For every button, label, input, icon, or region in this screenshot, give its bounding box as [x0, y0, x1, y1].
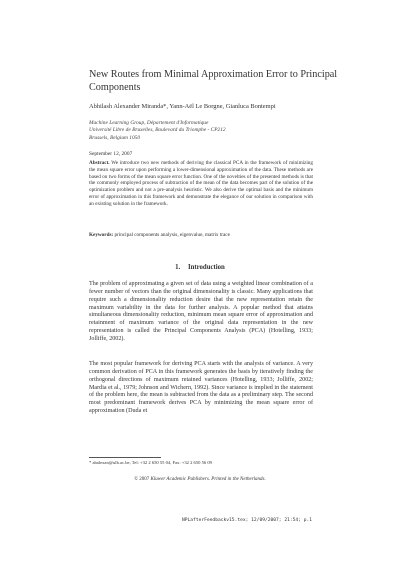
footnote: * abalexan@ulb.ac.be, Tel: +32 2 650 55 04, Fax: +32 2 650 56 09	[89, 460, 212, 465]
copyright-printed: Printed in the Netherlands.	[211, 477, 266, 482]
copyright-line	[0, 477, 400, 482]
keywords	[89, 232, 313, 239]
affiliation-line: Brussels, Belgium 1050	[89, 134, 141, 141]
abstract	[89, 160, 313, 208]
abstract-text: We introduce two new methods of deriving the classical PCA in the framework of minimizing the mean square error upon performing a lower-dimensional approximation of the data. These methods are based on two forms of the mean square error function. One of the novelties of the presented methods is that the commonly employed process of subtraction of the mean of the data becomes part of the solution of the optimization problem and not a pre-analysis heuristic. We also derive the optimal basis and the minimum error of approximation in this framework and demonstrate the elegance of our solution in comparison with an existing solution in the framework.	[89, 160, 313, 207]
section-number: 1.	[175, 264, 181, 271]
abstract-label: Abstract.	[89, 160, 110, 166]
affiliation-block	[89, 120, 319, 142]
affiliation-line: Machine Learning Group, Département d'Informatique	[89, 120, 209, 126]
footnote-rule	[89, 457, 161, 458]
keywords-label: Keywords:	[89, 232, 114, 238]
body-paragraph: The problem of approximating a given set of data using a weighted linear combination of a fewer number of vectors than the original dimensionality is classic. Many applications that require such a dimensionality reduction desire that the new representation retain the maximum variability in the data for further analysis. A popular method that attains simultaneous dimensionality reduction, minimum mean square error of approximation and retainment of maximum variance of the original data representation in the new representation is called the Principal Components Analysis (PCA) (Hotelling, 1933; Jolliffe, 2002).	[89, 281, 313, 342]
keywords-text: principal components analysis, eigenvalue, matrix trace	[114, 232, 230, 238]
paper-date: September 12, 2007	[89, 151, 133, 157]
copyright-symbol: ©	[134, 477, 139, 482]
body-paragraph: The most popular framework for deriving PCA starts with the analysis of variance. A very common derivation of PCA in this framework generates the basis by iteratively finding the orthogonal directions of maximum retained variances (Hotelling, 1933; Jolliffe, 2002; Mardia et al., 1979; Johnson and Wichern, 1992). Since variance is implied in the statement of the problem here, the mean is subtracted from the data as a preliminary step. The second most predominant framework derives PCA by minimizing the mean square error of approximation (Duda et	[89, 361, 313, 415]
paper-title: New Routes from Minimal Approximation Error to Principal Components	[89, 69, 338, 93]
author-list: Abhilash Alexander Miranda*, Yann-Aël Le Borgne, Gianluca Bontempi	[89, 103, 276, 110]
running-footer: NPLafterFeedbackv15.tex; 12/09/2007; 21:54; p.1	[182, 518, 312, 523]
copyright-year: 2007	[139, 477, 150, 482]
copyright-publisher: Kluwer Academic Publishers.	[150, 477, 211, 482]
section-heading	[0, 264, 400, 271]
section-title: Introduction	[187, 264, 225, 271]
affiliation-line: Université Libre de Bruxelles, Boulevard du Triomphe - CP212	[89, 127, 226, 134]
